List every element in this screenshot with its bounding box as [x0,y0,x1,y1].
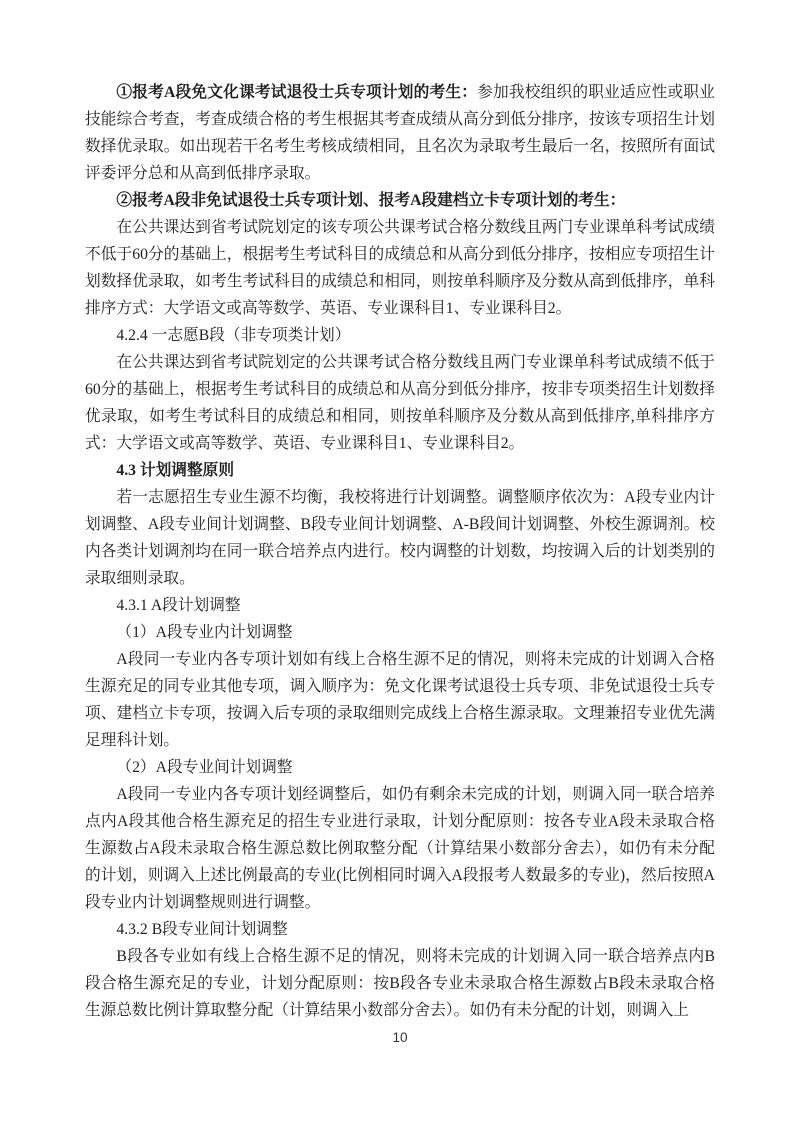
para-body-text: 参加我校组织的职业适应性或职业技能综合考查，考查成绩合格的考生根据其考查成绩从高分到低分排序，按该专项招生计划数择优录取。如出现若干名考生考核成绩相同，且名次为录取考生最后一名，按照所有面试评委评分总和从高到低排序录取。 [85,84,715,182]
para-b-inter-major-adjustment-rule: B段各专业如有线上合格生源不足的情况，则将未完成的计划调入同一联合培养点内B段合格生源充足的专业，计划分配原则：按B段各专业未录取合格生源数占B段未录取合格生源总数比例计算取整分配（计算结果小数部分舍去）。如仍有未分配的计划，则调入上 [85,948,715,1019]
heading-4-3-1-a-segment-plan-adjustment: 4.3.1 A段计划调整 [116,597,241,614]
para-a-free-culture-exam-veteran-plan [85,79,715,187]
heading-4-3-plan-adjustment-principles: 4.3 计划调整原则 [116,462,235,479]
para-a-intra-major-adjustment-rule: A段同一专业内各专项计划如有线上合格生源不足的情况，则将未完成的计划调入合格生源充足的同专业其他专项，调入顺序为：免文化课考试退役士兵专项、非免试退役士兵专项、建档立卡专项，按调入后专项的录取细则完成线上合格生源录取。文理兼招专业优先满足理科计划。 [85,651,715,749]
heading-item-1-a-intra-major-adjustment: （1）A段专业内计划调整 [116,624,293,641]
para-bold-lead: ①报考A段免文化课考试退役士兵专项计划的考生： [116,84,478,101]
para-special-plan-admission-rule: 在公共课达到省考试院划定的该专项公共课考试合格分数线且两门专业课单科考试成绩不低于60分的基础上，根据考生考试科目的成绩总和从高分到低分排序，按相应专项招生计划数择优录取，如考生考试科目的成绩总和相同，则按单科顺序及分数从高到低排序，单科排序方式：大学语文或高等数学、英语、专业课科目1、专业课科目2。 [85,219,715,317]
page-number: 10 [392,1030,408,1045]
heading-4-3-2-b-inter-major-adjustment: 4.3.2 B段专业间计划调整 [116,921,288,938]
heading-4-2-4-first-choice-b-segment: 4.2.4 一志愿B段（非专项类计划） [116,327,351,344]
heading-a-non-exempt-and-archive-card-plan: ②报考A段非免试退役士兵专项计划、报考A段建档立卡专项计划的考生： [116,192,626,209]
page-body [85,79,715,1024]
para-plan-adjustment-overview: 若一志愿招生专业生源不均衡，我校将进行计划调整。调整顺序依次为：A段专业内计划调整、A段专业间计划调整、B段专业间计划调整、A-B段间计划调整、外校生源调剂。校内各类计划调剂均在同一联合培养点内进行。校内调整的计划数，均按调入后的计划类别的录取细则录取。 [85,489,715,587]
para-a-inter-major-adjustment-rule: A段同一专业内各专项计划经调整后，如仍有剩余未完成的计划，则调入同一联合培养点内A段其他合格生源充足的招生专业进行录取，计划分配原则：按各专业A段未录取合格生源数占A段未录取合格生源总数比例取整分配（计算结果小数部分舍去），如仍有未分配的计划，则调入上述比例最高的专业(比例相同时调入A段报考人数最多的专业)，然后按照A段专业内计划调整规则进行调整。 [85,786,715,911]
para-b-segment-admission-rule: 在公共课达到省考试院划定的公共课考试合格分数线且两门专业课单科考试成绩不低于60分的基础上，根据考生考试科目的成绩总和从高分到低分排序，按非专项类招生计划数择优录取，如考生考试科目的成绩总和相同，则按单科顺序及分数从高到低排序,单科排序方式：大学语文或高等数学、英语、专业课科目1、专业课科目2。 [85,354,715,452]
heading-item-2-a-inter-major-adjustment: （2）A段专业间计划调整 [116,759,293,776]
